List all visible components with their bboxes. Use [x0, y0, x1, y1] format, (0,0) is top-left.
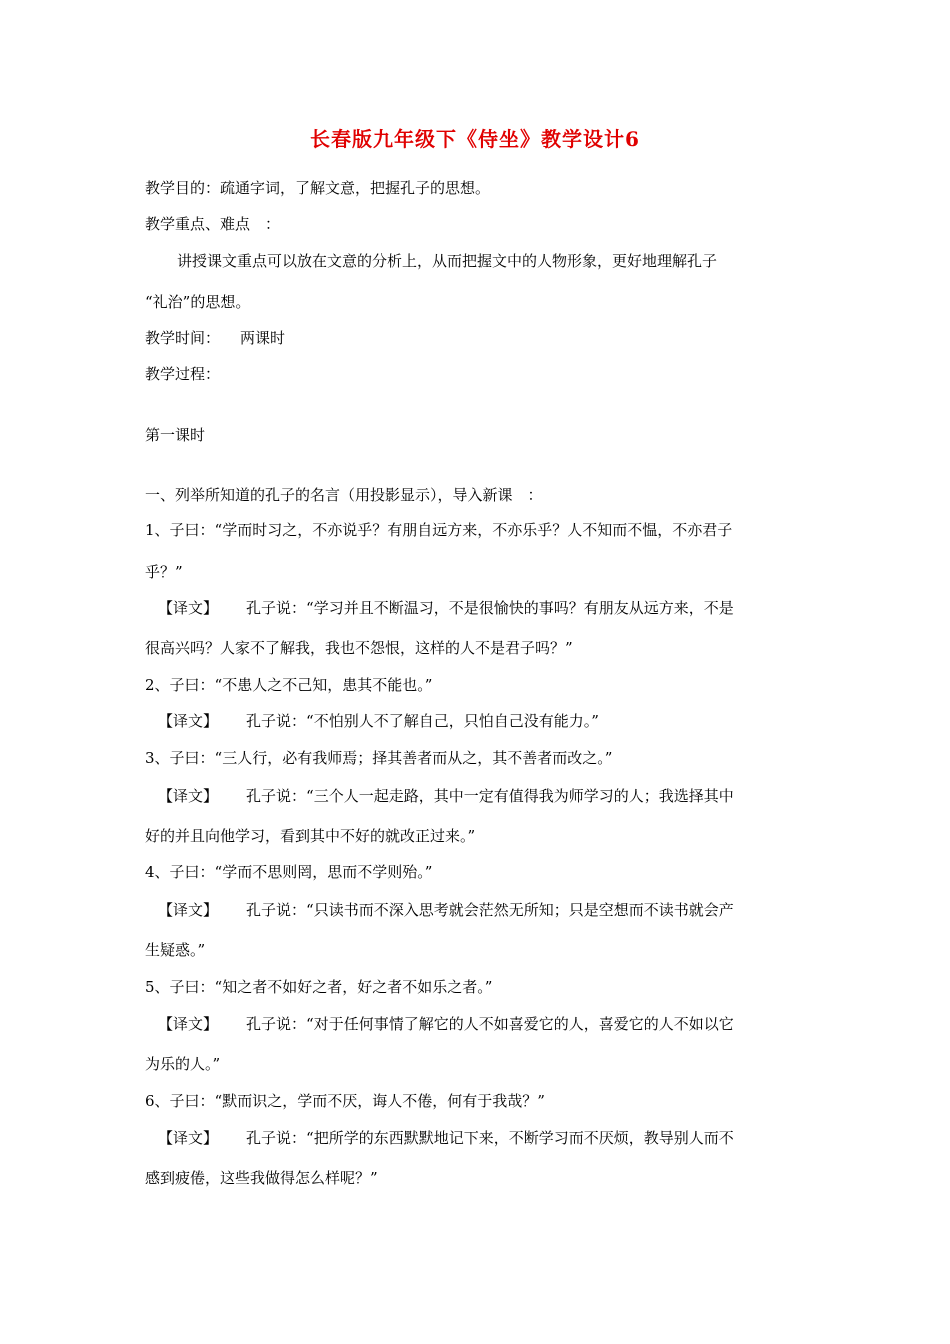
translation-label: 【译文】	[158, 599, 219, 617]
lesson-heading: 第一课时	[145, 426, 206, 444]
translation-label: 【译文】	[158, 712, 219, 730]
translation-label: 【译文】	[158, 1015, 219, 1033]
time-value: 两课时	[240, 329, 286, 347]
speaker: 孔子说：	[246, 712, 307, 730]
translation-line	[158, 900, 734, 920]
translation-text: “对于任何事情了解它的人不如喜爱它的人，喜爱它的人不如以它	[306, 1015, 734, 1033]
translation-label: 【译文】	[158, 901, 219, 919]
speaker: 孔子说：	[246, 787, 307, 805]
translation-text: “学习并且不断温习，不是很愉快的事吗？有朋友从远方来，不是	[306, 599, 734, 617]
speaker: 孔子说：	[246, 599, 307, 617]
teaching-time	[145, 328, 285, 348]
speaker: 孔子说：	[246, 1015, 307, 1033]
quote-line: 6、子曰：“默而识之，学而不厌，诲人不倦，何有于我哉？”	[145, 1092, 545, 1110]
translation-label: 【译文】	[158, 787, 219, 805]
goal-text: 疏通字词，了解文意，把握孔子的思想。	[220, 179, 491, 197]
process-label: 教学过程：	[145, 365, 221, 383]
translation-continuation: 感到疲倦，这些我做得怎么样呢？”	[145, 1169, 378, 1187]
translation-line	[158, 1128, 734, 1148]
quote-line: 4、子曰：“学而不思则罔，思而不学则殆。”	[145, 863, 433, 881]
translation-text: “把所学的东西默默地记下来，不断学习而不厌烦，教导别人而不	[306, 1129, 734, 1147]
goal-label: 教学目的：	[145, 179, 221, 197]
translation-text: “不怕别人不了解自己，只怕自己没有能力。”	[306, 712, 599, 730]
translation-line	[158, 598, 734, 618]
translation-text: “三个人一起走路，其中一定有值得我为师学习的人；我选择其中	[306, 787, 734, 805]
time-label: 教学时间：	[145, 329, 221, 347]
teaching-goal	[145, 178, 490, 198]
focus-text-line-2: “礼治”的思想。	[145, 293, 251, 311]
translation-continuation: 生疑惑。”	[145, 941, 206, 959]
focus-label: 教学重点、难点 ：	[145, 215, 281, 233]
page-title: 长春版九年级下《侍坐》教学设计6	[310, 127, 640, 151]
quote-line: 5、子曰：“知之者不如好之者，好之者不如乐之者。”	[145, 978, 493, 996]
quote-line: 乎？”	[145, 563, 183, 581]
translation-line	[158, 711, 599, 731]
translation-text: “只读书而不深入思考就会茫然无所知；只是空想而不读书就会产	[306, 901, 734, 919]
section-heading: 一、列举所知道的孔子的名言（用投影显示），导入新课 ：	[145, 486, 543, 504]
focus-text-line-1: 讲授课文重点可以放在文意的分析上，从而把握文中的人物形象，更好地理解孔子	[177, 252, 718, 270]
translation-line	[158, 1014, 734, 1034]
speaker: 孔子说：	[246, 1129, 307, 1147]
translation-label: 【译文】	[158, 1129, 219, 1147]
translation-continuation: 为乐的人。”	[145, 1055, 221, 1073]
quote-line: 2、子曰：“不患人之不己知，患其不能也。”	[145, 676, 433, 694]
quote-line: 1、子曰：“学而时习之，不亦说乎？有朋自远方来，不亦乐乎？人不知而不愠，不亦君子	[145, 521, 733, 539]
translation-continuation: 好的并且向他学习，看到其中不好的就改正过来。”	[145, 827, 476, 845]
translation-continuation: 很高兴吗？人家不了解我，我也不怨恨，这样的人不是君子吗？”	[145, 639, 573, 657]
speaker: 孔子说：	[246, 901, 307, 919]
translation-line	[158, 786, 734, 806]
quote-line: 3、子曰：“三人行，必有我师焉；择其善者而从之，其不善者而改之。”	[145, 749, 613, 767]
